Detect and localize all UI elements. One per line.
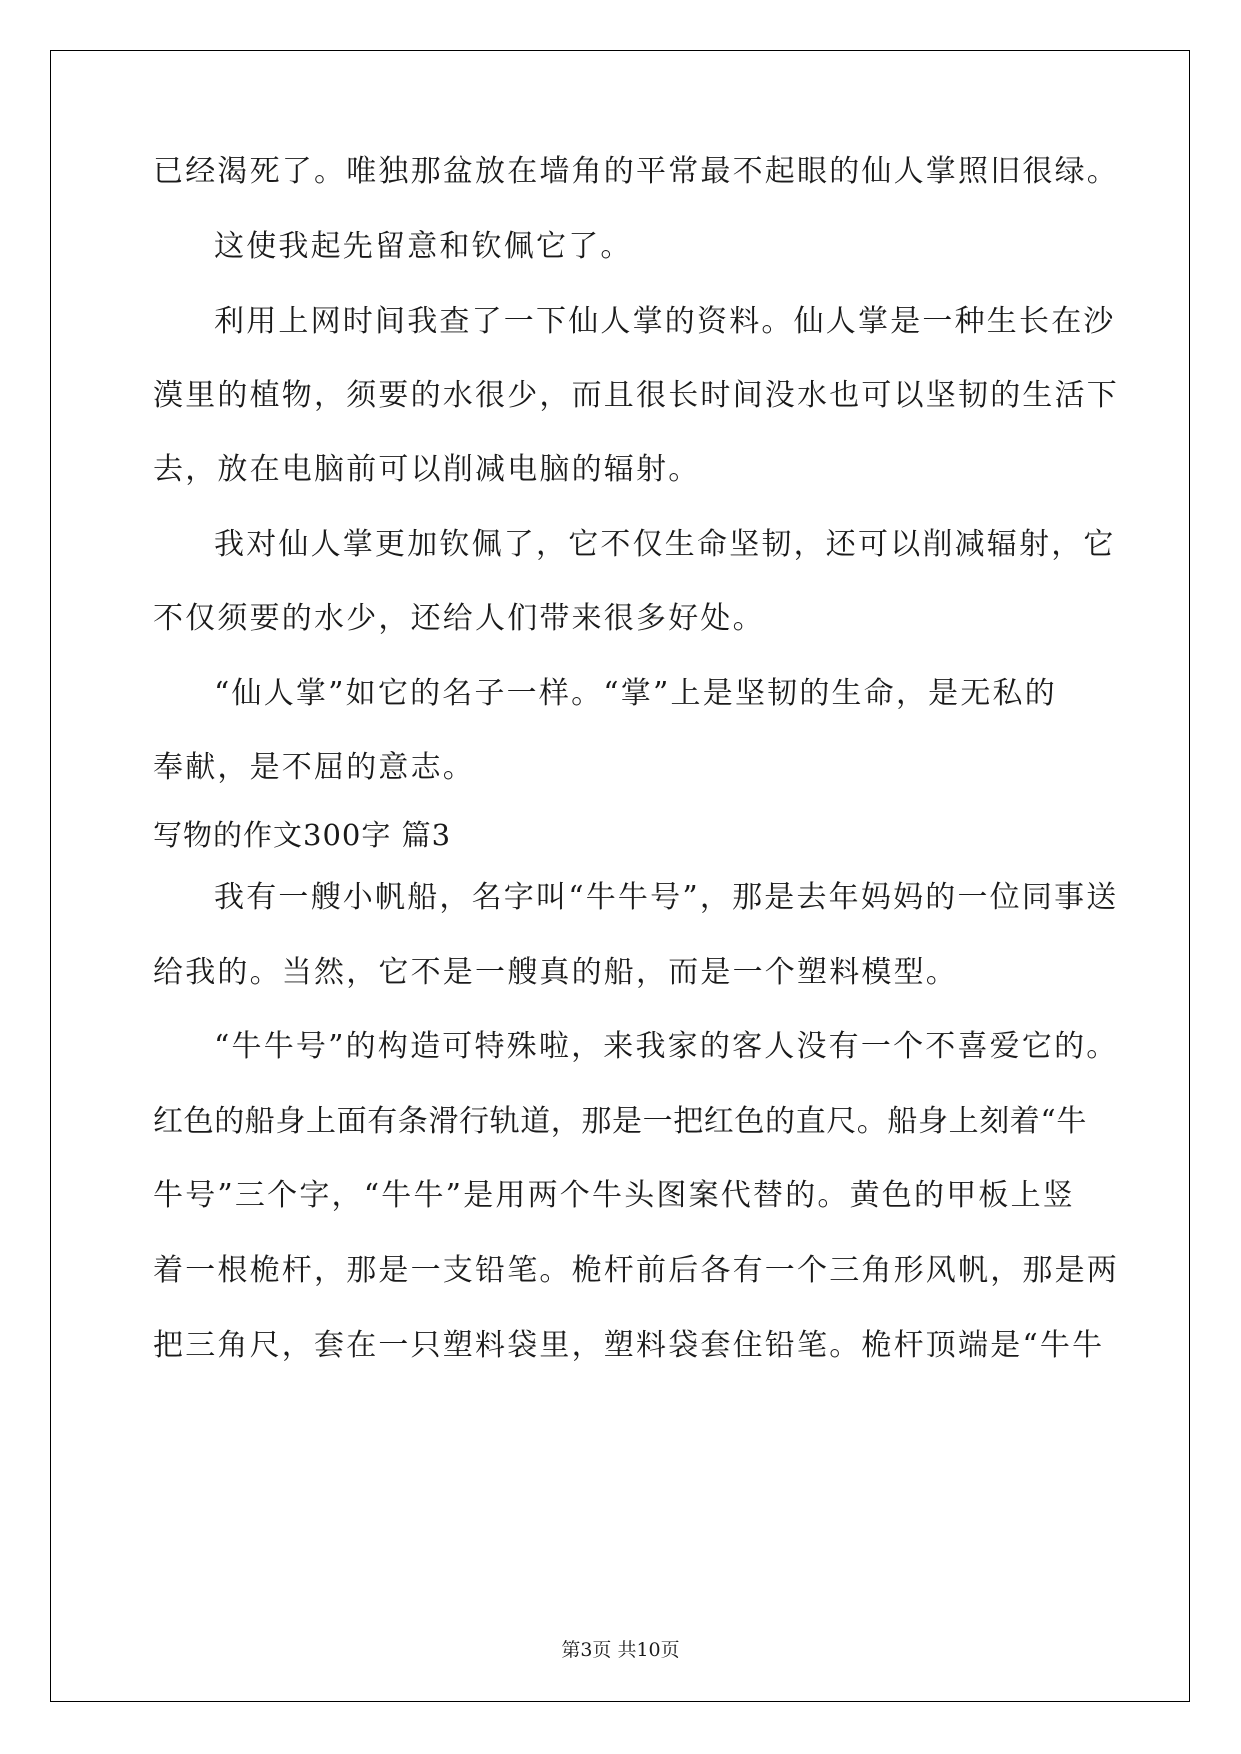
- paragraph-line: 我对仙人掌更加钦佩了，它不仅生命坚韧，还可以削减辐射，它: [214, 527, 1116, 562]
- paragraph-line: 去，放在电脑前可以削减电脑的辐射。: [153, 452, 701, 487]
- paragraph-line: 着一根桅杆，那是一支铅笔。桅杆前后各有一个三角形风帆，那是两: [153, 1253, 1119, 1288]
- page-border: [50, 50, 1190, 1702]
- section-heading: 写物的作文300字 篇3: [153, 818, 452, 852]
- paragraph-line: 把三角尺，套在一只塑料袋里，塑料袋套住铅笔。桅杆顶端是“牛牛: [153, 1328, 1105, 1363]
- paragraph-line: 红色的船身上面有条滑行轨道，那是一把红色的直尺。船身上刻着“牛: [153, 1104, 1087, 1139]
- paragraph-line: 牛号”三个字，“牛牛”是用两个牛头图案代替的。黄色的甲板上竖: [153, 1178, 1076, 1213]
- paragraph-line: 这使我起先留意和钦佩它了。: [214, 229, 633, 264]
- paragraph-line: 奉献，是不屈的意志。: [153, 750, 475, 785]
- paragraph-line: 利用上网时间我查了一下仙人掌的资料。仙人掌是一种生长在沙: [214, 304, 1116, 339]
- page-number-footer: 第3页 共10页: [561, 1639, 680, 1661]
- paragraph-line: 漠里的植物，须要的水很少，而且很长时间没水也可以坚韧的生活下: [153, 378, 1119, 413]
- paragraph-line: 我有一艘小帆船，名字叫“牛牛号”，那是去年妈妈的一位同事送: [214, 880, 1119, 915]
- paragraph-line: 不仅须要的水少，还给人们带来很多好处。: [153, 601, 765, 636]
- paragraph-line: “牛牛号”的构造可特殊啦，来我家的客人没有一个不喜爱它的。: [214, 1029, 1119, 1064]
- paragraph-line: 给我的。当然，它不是一艘真的船，而是一个塑料模型。: [153, 955, 958, 990]
- paragraph-line: 已经渴死了。唯独那盆放在墙角的平常最不起眼的仙人掌照旧很绿。: [153, 154, 1119, 189]
- paragraph-line: “仙人掌”如它的名子一样。“掌”上是坚韧的生命，是无私的: [214, 676, 1057, 711]
